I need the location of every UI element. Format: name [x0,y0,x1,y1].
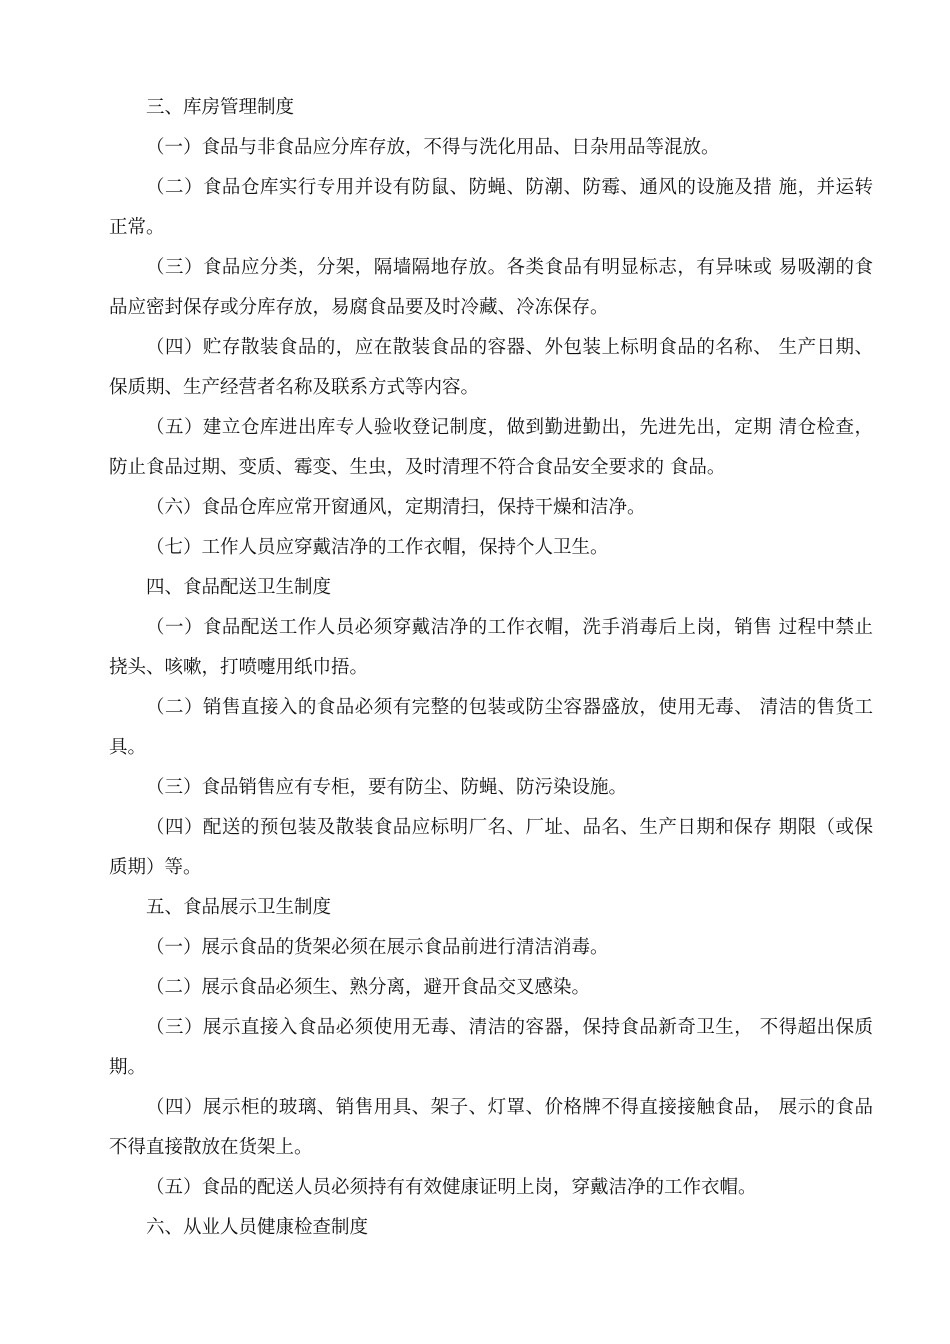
paragraph: （一）食品与非食品应分库存放，不得与洗化用品、日杂用品等混放。 [146,137,720,158]
document-body [109,88,873,1248]
paragraph: （三）展示直接入食品必须使用无毒、清洁的容器，保持食品新奇卫生， 不得超出保质期。 [109,1017,873,1078]
paragraph: （一）食品配送工作人员必须穿戴洁净的工作衣帽，洗手消毒后上岗，销售 过程中禁止挠头、咳嗽，打喷嚏用纸巾捂。 [109,617,873,678]
paragraph: （四）展示柜的玻璃、销售用具、架子、灯罩、价格牌不得直接接触食品， 展示的食品不得直接散放在货架上。 [109,1097,873,1158]
paragraph: （二）销售直接入的食品必须有完整的包装或防尘容器盛放，使用无毒、 清洁的售货工具。 [109,697,873,758]
paragraph: （二）食品仓库实行专用并设有防鼠、防蝇、防潮、防霉、通风的设施及措 施，并运转正常。 [109,177,873,238]
paragraph: （三）食品销售应有专柜，要有防尘、防蝇、防污染设施。 [146,777,628,798]
paragraph: （四）配送的预包装及散装食品应标明厂名、厂址、品名、生产日期和保存 期限（或保质期）等。 [109,817,873,878]
paragraph: （七）工作人员应穿戴洁净的工作衣帽，保持个人卫生。 [146,537,609,558]
paragraph: （一）展示食品的货架必须在展示食品前进行清洁消毒。 [146,937,609,958]
section-heading-delivery: 四、食品配送卫生制度 [146,577,332,598]
section-heading-display: 五、食品展示卫生制度 [146,897,332,918]
section-heading-warehouse: 三、库房管理制度 [146,97,295,118]
paragraph: （五）食品的配送人员必须持有有效健康证明上岗，穿戴洁净的工作衣帽。 [146,1177,757,1198]
section-heading-health-check: 六、从业人员健康检查制度 [146,1217,369,1238]
paragraph: （四）贮存散装食品的，应在散装食品的容器、外包装上标明食品的名称、 生产日期、保质期、生产经营者名称及联系方式等内容。 [109,337,873,398]
paragraph: （五）建立仓库进出库专人验收登记制度，做到勤进勤出，先进先出，定期 清仓检查，防止食品过期、变质、霉变、生虫，及时清理不符合食品安全要求的 食品。 [109,417,873,478]
paragraph: （二）展示食品必须生、熟分离，避开食品交叉感染。 [146,977,591,998]
paragraph: （三）食品应分类，分架，隔墙隔地存放。各类食品有明显标志，有异味或 易吸潮的食品应密封保存或分库存放，易腐食品要及时冷藏、冷冻保存。 [109,257,873,318]
paragraph: （六）食品仓库应常开窗通风，定期清扫，保持干燥和洁净。 [146,497,646,518]
